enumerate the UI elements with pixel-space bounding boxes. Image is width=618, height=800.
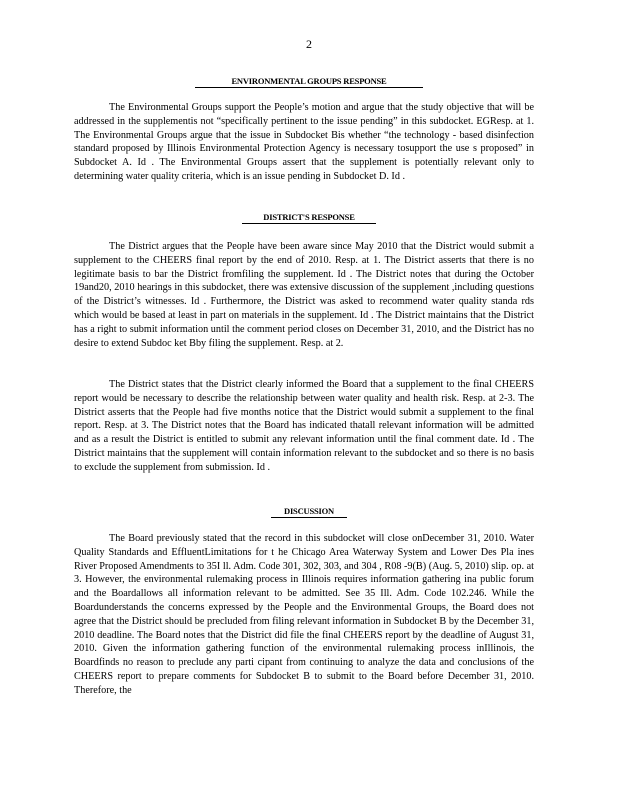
heading-environmental-text: ENVIRONMENTAL GROUPS RESPONSE <box>195 76 423 88</box>
heading-environmental-groups-response <box>0 76 618 88</box>
heading-district-text: DISTRICT'S RESPONSE <box>242 212 376 224</box>
paragraph-environmental-groups: The Environmental Groups support the People’s motion and argue that the study objective that will be addressed in the supplementis not “specifically pertinent to the issue pending” in this subdocket. EGResp. at 1. The Environmental Groups argue that the issue in Subdocket Bis whether “the technology - based disinfection standard proposed by Illinois Environmental Protection Agency is necessary tosupport the use s proposed” in Subdocket A. Id . The Environmental Groups assert that the supplement is potentially relevant only to determining water quality criteria, which is an issue pending in Subdocket D. Id . <box>74 102 534 182</box>
heading-discussion-text: DISCUSSION <box>271 506 347 518</box>
paragraph-discussion: The Board previously stated that the record in this subdocket will close onDecember 31, 2010. Water Quality Standards and EffluentLimitations for t he Chicago Area Waterway System and Lower Des Pla ines River Proposed Amendments to 35I ll. Adm. Code 301, 302, 303, and 304 , R08 -9(B) (Aug. 5, 2010) slip. op. at 3. However, the environmental rulemaking process in Illinois requires information gathering ina public forum and the Boardallows all information relevant to be admitted. See 35 Ill. Adm. Code 102.246. While the Boardunderstands the concerns expressed by the People and the Environmental Groups, the Board does not agree that the District should be precluded from filing relevant information in Subdocket B by the December 31, 2010 deadline. The Board notes that the District did file the final CHEERS report by the deadline of August 31, 2010. Given the information gathering function of the environmental rulemaking process inIllinois, the Boardfinds no reason to preclude any parti cipant from continuing to analyze the data and conclusions of the CHEERS report to prepare comments for Subdocket B to submit to the Board before December 31, 2010. Therefore, the <box>74 533 534 696</box>
heading-districts-response <box>0 212 618 224</box>
page-number: 2 <box>306 37 312 51</box>
heading-discussion <box>0 506 618 518</box>
paragraph-district-1: The District argues that the People have been aware since May 2010 that the District would submit a supplement to the CHEERS final report by the end of 2010. Resp. at 1. The District asserts that there is no legitimate basis to bar the District fromfiling the supplement. Id . The District notes that during the October 19and20, 2010 hearings in this subdocket, there was extensive discussion of the supplement ,including questions of the District’s witnesses. Id . Furthermore, the District was asked to recommend water quality standa rds which would be based at least in part on materials in the supplement. Id . The District maintains that the District has a right to submit information until the comment period closes on December 31, 2010, and the District has no desire to extend Subdoc ket Bby filing the supplement. Resp. at 2. <box>74 241 534 349</box>
paragraph-district-2: The District states that the District clearly informed the Board that a supplement to the final CHEERS report would be necessary to describe the relationship between water quality and health risk. Resp. at 2-3. The District asserts that the People had five months notice that the District would submit a supplement to the final report. Resp. at 3. The District notes that the Board has indicated thatall relevant information will be admitted and as a result the District is entitled to submit any relevant information until the final comment date. Id . The District maintains that the supplement will contain information relevant to the subdocket and so there is no basis to exclude the supplement from submission. Id . <box>74 379 534 473</box>
